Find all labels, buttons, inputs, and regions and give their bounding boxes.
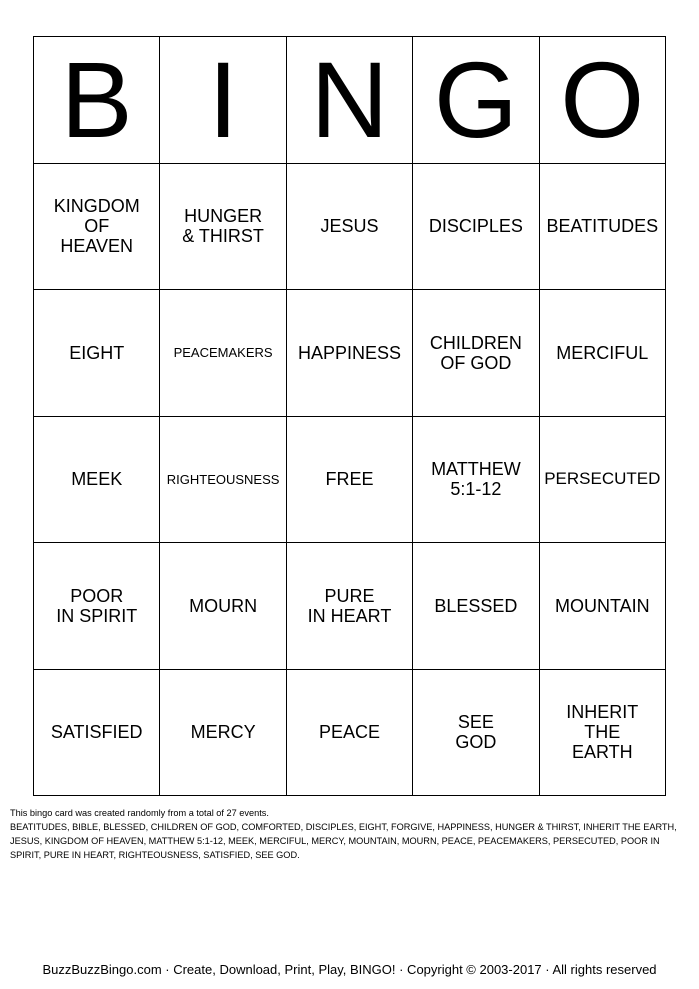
cell-text: PERSECUTED	[544, 469, 661, 489]
cell-text: MATTHEW 5:1-12	[431, 459, 521, 500]
header-letter-g: G	[413, 37, 539, 164]
bingo-cell	[160, 543, 286, 670]
header-letter-b: B	[34, 37, 160, 164]
cell-text: SATISFIED	[50, 722, 143, 743]
cell-text: BLESSED	[434, 595, 518, 616]
cell-text: RIGHTEOUSNESS	[166, 471, 280, 487]
cell-text: DISCIPLES	[428, 216, 523, 237]
bingo-cell	[287, 543, 413, 670]
header-letter-o: O	[540, 37, 666, 164]
bingo-cell	[34, 290, 160, 417]
bingo-cell	[160, 670, 286, 797]
header-letter-i: I	[160, 37, 286, 164]
bingo-cell	[34, 543, 160, 670]
bingo-cell	[287, 164, 413, 291]
cell-text: BEATITUDES	[546, 216, 659, 237]
bingo-cell	[34, 164, 160, 291]
cell-text: MOURN	[189, 595, 258, 616]
bingo-cell	[160, 164, 286, 291]
cell-text: MEEK	[71, 469, 123, 490]
event-list-text: BEATITUDES, BIBLE, BLESSED, CHILDREN OF GOD, COMFORTED, DISCIPLES, EIGHT, FORGIVE, HAPPINESS, HUNGER & THIRST, INHERIT THE EARTH, JESUS, KINGDOM OF HEAVEN, MATTHEW 5:1-12, MEEK, MERCIFUL, MERCY, MOUNTAIN, MOURN, PEACE, PEACEMAKERS, PERSECUTED, POOR IN SPIRIT, PURE IN HEART, RIGHTEOUSNESS, SATISFIED, SEE GOD.	[10, 822, 677, 860]
cell-text: INHERIT THE EARTH	[566, 702, 639, 763]
bingo-cell	[413, 164, 539, 291]
cell-text: KINGDOM OF HEAVEN	[53, 196, 140, 257]
cell-text: HUNGER & THIRST	[182, 206, 264, 247]
cell-text: EIGHT	[69, 342, 125, 363]
cell-text: MERCIFUL	[556, 342, 649, 363]
bingo-cell	[160, 290, 286, 417]
event-count-text: This bingo card was created randomly from a total of 27 events.	[10, 808, 269, 818]
cell-text: JESUS	[320, 216, 379, 237]
cell-text: POOR IN SPIRIT	[56, 585, 138, 626]
bingo-cell	[540, 290, 666, 417]
bingo-cell	[413, 543, 539, 670]
cell-text: PEACE	[318, 722, 380, 743]
copyright-footer: BuzzBuzzBingo.com · Create, Download, Print, Play, BINGO! · Copyright © 2003-2017 · All rights reserved	[42, 962, 657, 977]
bingo-cell-free	[287, 417, 413, 544]
bingo-cell	[540, 164, 666, 291]
bingo-cell	[540, 670, 666, 797]
cell-text: MOUNTAIN	[554, 595, 650, 616]
bingo-cell	[540, 543, 666, 670]
cell-text: HAPPINESS	[297, 342, 402, 363]
bingo-cell	[34, 417, 160, 544]
cell-text: PEACEMAKERS	[173, 345, 273, 361]
bingo-cell	[34, 670, 160, 797]
bingo-cell	[413, 417, 539, 544]
bingo-cell	[160, 417, 286, 544]
cell-text: PURE IN HEART	[307, 585, 392, 626]
cell-text: FREE	[325, 469, 374, 490]
cell-text: SEE GOD	[455, 712, 497, 753]
bingo-card	[33, 36, 666, 796]
cell-text: MERCY	[190, 722, 256, 743]
cell-text: CHILDREN OF GOD	[429, 332, 522, 373]
header-letter-n: N	[287, 37, 413, 164]
bingo-cell	[540, 417, 666, 544]
bingo-cell	[413, 670, 539, 797]
bingo-cell	[287, 670, 413, 797]
bingo-cell	[287, 290, 413, 417]
bingo-cell	[413, 290, 539, 417]
event-list-note	[10, 806, 690, 862]
